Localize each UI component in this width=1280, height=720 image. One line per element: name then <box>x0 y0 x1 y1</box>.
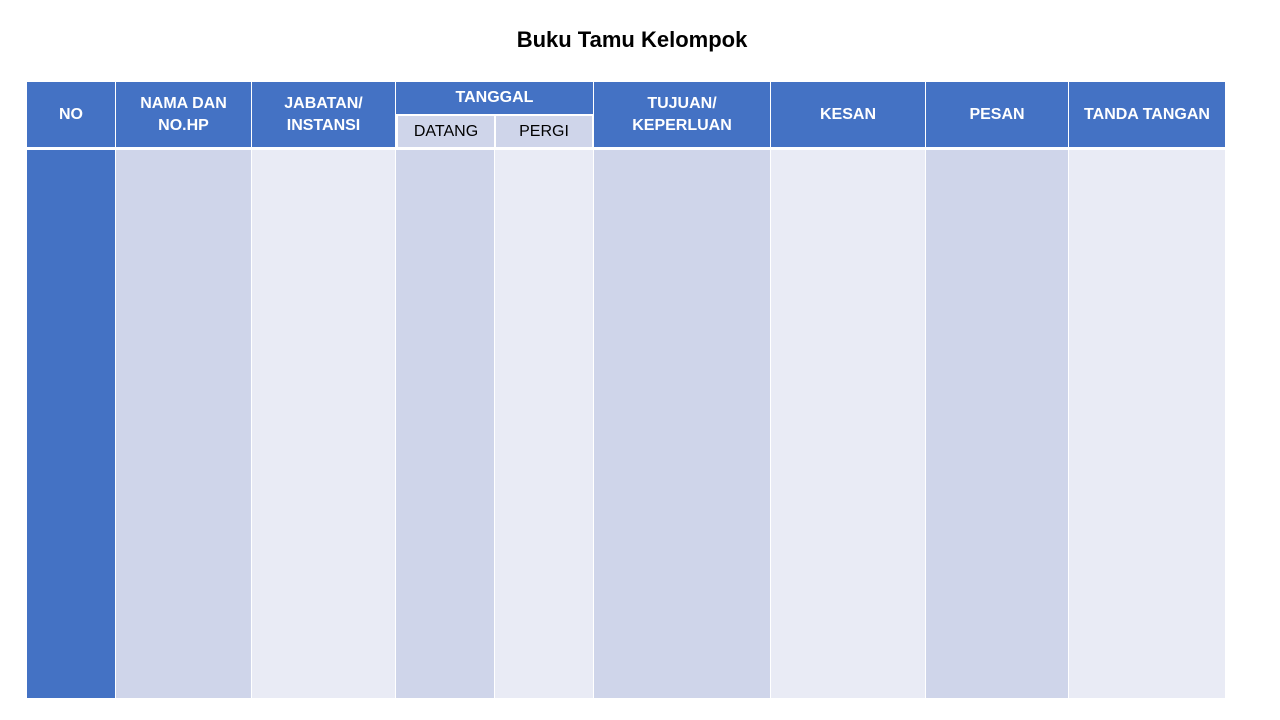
header-tujuan-line1: TUJUAN/ <box>647 94 717 112</box>
column-kesan-body <box>771 150 925 698</box>
header-pesan-label: PESAN <box>969 105 1025 123</box>
header-kesan-label: KESAN <box>819 105 876 123</box>
header-tujuan <box>594 82 770 147</box>
column-jabatan-body <box>252 150 395 698</box>
header-tanggal <box>396 82 593 114</box>
column-pesan-body <box>926 150 1068 698</box>
header-jabatan <box>252 82 395 147</box>
header-jabatan-line2: INSTANSI <box>286 116 361 134</box>
header-datang <box>398 116 494 147</box>
column-tanda-tangan-body <box>1069 150 1225 698</box>
header-nama <box>116 82 251 147</box>
header-pesan <box>926 82 1068 147</box>
column-no-body <box>27 150 115 698</box>
header-datang-label: DATANG <box>413 122 479 140</box>
column-datang-body <box>396 150 494 698</box>
header-nama-line1: NAMA DAN <box>140 94 227 112</box>
header-pergi <box>496 116 592 147</box>
header-nama-line2: NO.HP <box>158 116 209 134</box>
header-no <box>27 82 115 147</box>
header-no-label: NO <box>59 105 83 123</box>
header-kesan <box>771 82 925 147</box>
header-tanda-tangan <box>1069 82 1225 147</box>
column-pergi-body <box>495 150 593 698</box>
header-tujuan-line2: KEPERLUAN <box>632 116 732 134</box>
header-tanggal-label: TANGGAL <box>455 89 534 106</box>
header-jabatan-line1: JABATAN/ <box>284 94 363 112</box>
header-pergi-label: PERGI <box>519 122 569 140</box>
page-title: Buku Tamu Kelompok <box>516 27 748 52</box>
column-tujuan-body <box>594 150 770 698</box>
column-nama-body <box>116 150 251 698</box>
header-tanda-tangan-label: TANDA TANGAN <box>1084 105 1210 123</box>
